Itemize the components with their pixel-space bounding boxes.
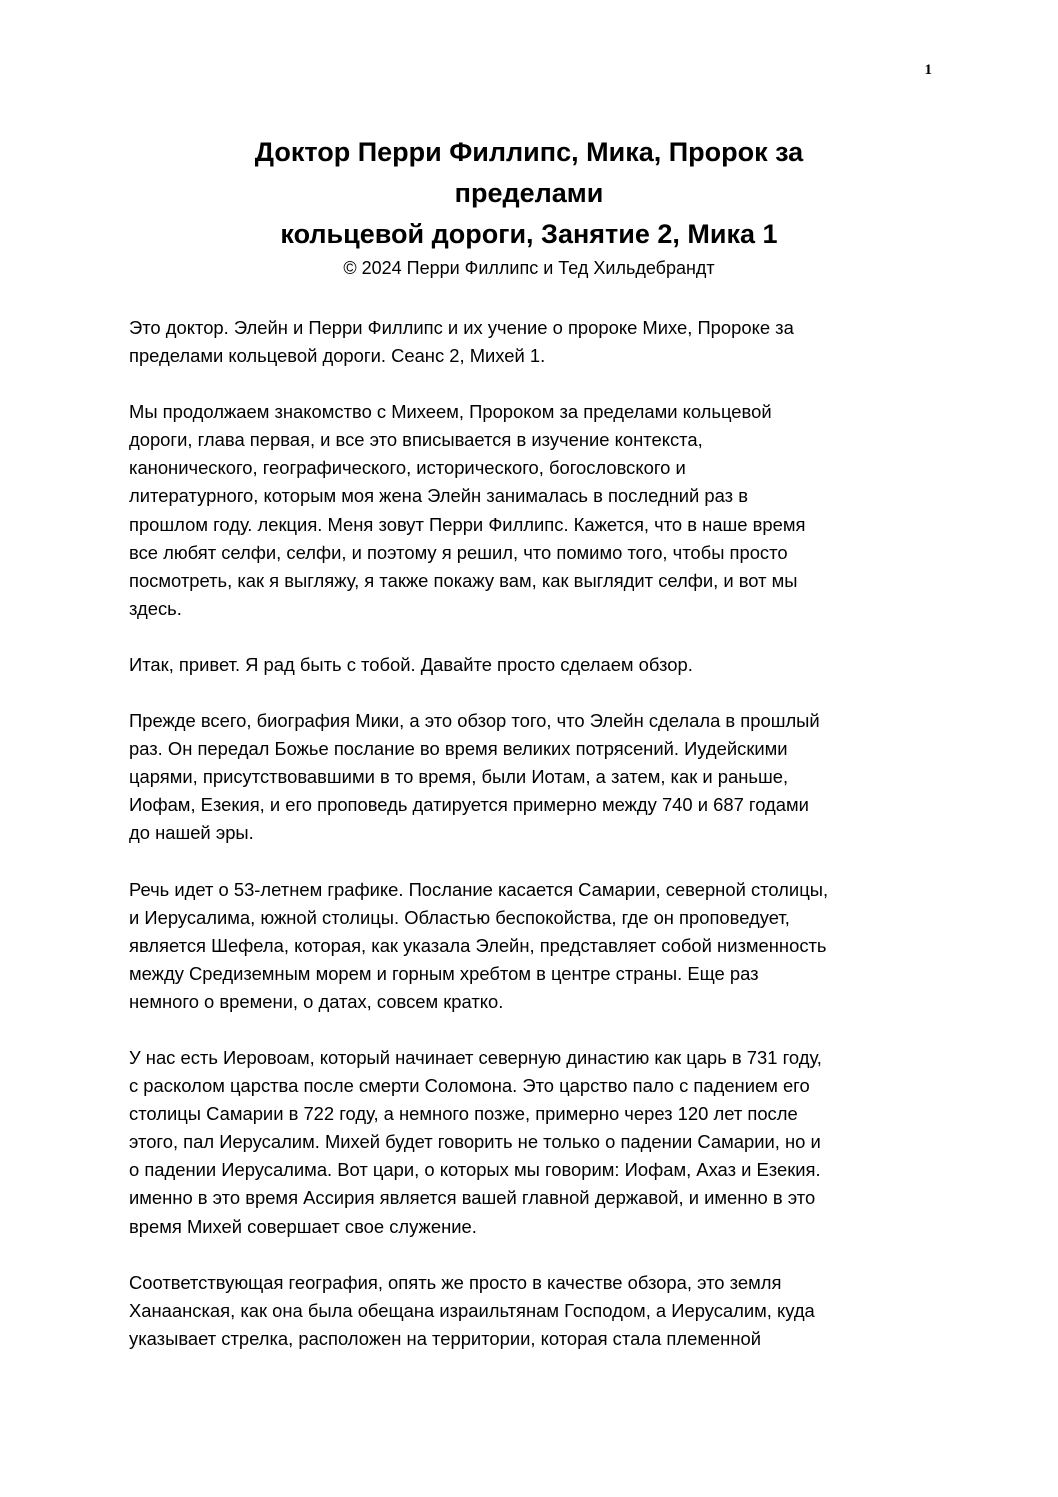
document-title-line-1: Доктор Перри Филлипс, Мика, Пророк за [254,137,804,167]
paragraph-2: Мы продолжаем знакомство с Михеем, Пророком за пределами кольцевой дороги, глава первая, и все это вписывается в изучение контекста, канонического, географического, исторического, богословского и литературного, которым моя жена Элейн занималась в последний раз в прошлом году. лекция. Меня зовут Перри Филлипс. Кажется, что в наше время все любят селфи, селфи, и поэтому я решил, что помимо того, чтобы просто посмотреть, как я выгляжу, я также покажу вам, как выглядит селфи, и вот мы здесь. [129,401,806,619]
page-number: 1 [924,62,932,78]
document-title-line-2: пределами [454,178,604,208]
paragraph-3: Итак, привет. Я рад быть с тобой. Давайте просто сделаем обзор. [129,653,693,675]
paragraph-6: У нас есть Иеровоам, который начинает северную династию как царь в 731 году, с расколом царства после смерти Соломона. Это царство пало с падением его столицы Самарии в 722 году, а немного позже, примерно через 120 лет после этого, пал Иерусалим. Михей будет говорить не только о падении Самарии, но и о падении Иерусалима. Вот цари, о которых мы говорим: Иофам, Ахаз и Езекия. именно в это время Ассирия является вашей главной державой, и именно в это время Михей совершает свое служение. [129,1046,822,1237]
paragraph-1: Это доктор. Элейн и Перри Филлипс и их учение о пророке Михе, Пророке за пределами кольцевой дороги. Сеанс 2, Михей 1. [129,317,794,367]
paragraph-7: Соответствующая география, опять же просто в качестве обзора, это земля Ханаанская, как она была обещана израильтянам Господом, а Иерусалим, куда указывает стрелка, расположен на территории, которая стала племенной [129,1271,815,1349]
paragraph-5: Речь идет о 53-летнем графике. Послание касается Самарии, северной столицы, и Иерусалима, южной столицы. Областью беспокойства, где он проповедует, является Шефела, которая, как указала Элейн, представляет собой низменность между Средиземным морем и горным хребтом в центре страны. Еще раз немного о времени, о датах, совсем кратко. [129,878,829,1012]
document-title-line-3: кольцевой дороги, Занятие 2, Мика 1 [280,219,778,249]
paragraph-4: Прежде всего, биография Мики, а это обзор того, что Элейн сделала в прошлый раз. Он передал Божье послание во время великих потрясений. Иудейскими царями, присутствовавшими в то время, были Иотам, а затем, как и раньше, Иофам, Езекия, и его проповедь датируется примерно между 740 и 687 годами до нашей эры. [129,710,820,844]
copyright-line: © 2024 Перри Филлипс и Тед Хильдебрандт [343,258,715,278]
body-text [129,314,929,1381]
title-block [0,132,1058,281]
